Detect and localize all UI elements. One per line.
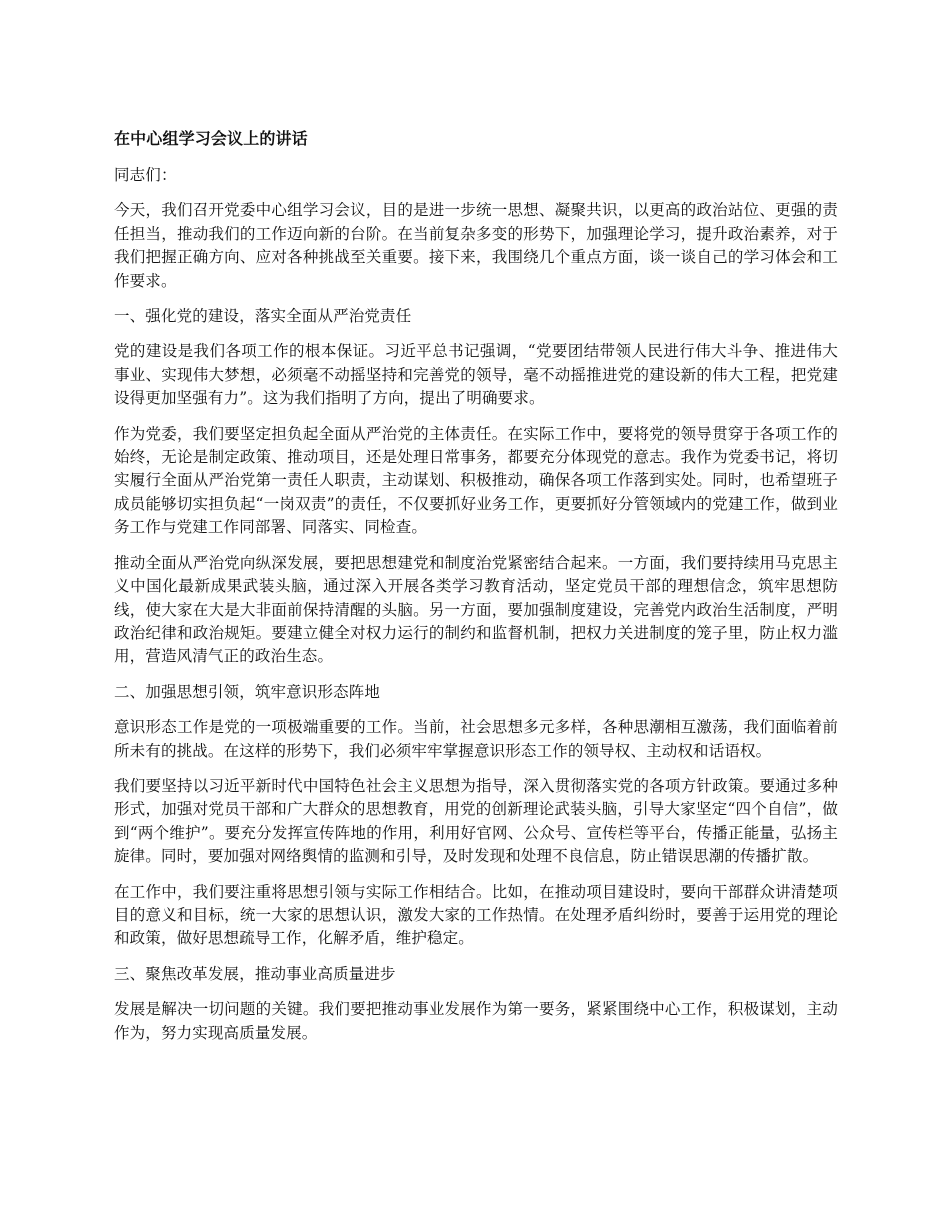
section-heading-1: 一、强化党的建设，落实全面从严治党责任 <box>114 307 412 326</box>
paragraph: 推动全面从严治党向纵深发展，要把思想建党和制度治党紧密结合起来。一方面，我们要持续用马克思主义中国化最新成果武装头脑，通过深入开展各类学习教育活动，坚定党员干部的理想信念，筑牢思想防线，使大家在大是大非面前保持清醒的头脑。另一方面，要加强制度建设，完善党内政治生活制度，严明政治纪律和政治规矩。要建立健全对权力运行的制约和监督机制，把权力关进制度的笼子里，防止权力滥用，营造风清气正的政治生态。 <box>114 553 838 666</box>
document-page <box>114 118 838 1045</box>
salutation: 同志们： <box>114 166 177 184</box>
section-heading-3: 三、聚焦改革发展，推动事业高质量进步 <box>114 964 396 983</box>
paragraph-intro: 今天，我们召开党委中心组学习会议，目的是进一步统一思想、凝聚共识，以更高的政治站位、更强的责任担当，推动我们的工作迈向新的台阶。在当前复杂多变的形势下，加强理论学习，提升政治素养，对于我们把握正确方向、应对各种挑战至关重要。接下来，我围绕几个重点方面，谈一谈自己的学习体会和工作要求。 <box>114 201 838 290</box>
paragraph: 我们要坚持以习近平新时代中国特色社会主义思想为指导，深入贯彻落实党的各项方针政策。要通过多种形式，加强对党员干部和广大群众的思想教育，用党的创新理论武装头脑，引导大家坚定“四个自信”，做到“两个维护”。要充分发挥宣传阵地的作用，利用好官网、公众号、宣传栏等平台，传播正能量，弘扬主旋律。同时，要加强对网络舆情的监测和引导，及时发现和处理不良信息，防止错误思潮的传播扩散。 <box>114 776 838 866</box>
paragraph: 作为党委，我们要坚定担负起全面从严治党的主体责任。在实际工作中，要将党的领导贯穿于各项工作的始终，无论是制定政策、推动项目，还是处理日常事务，都要充分体现党的意志。我作为党委书记，将切实履行全面从严治党第一责任人职责，主动谋划、积极推动，确保各项工作落到实处。同时，也希望班子成员能够切实担负起“一岗双责”的责任，不仅要抓好业务工作，更要抓好分管领域内的党建工作，做到业务工作与党建工作同部署、同落实、同检查。 <box>114 424 838 537</box>
paragraph: 发展是解决一切问题的关键。我们要把推动事业发展作为第一要务，紧紧围绕中心工作，积极谋划，主动作为，努力实现高质量发展。 <box>114 1000 838 1042</box>
section-heading-2: 二、加强思想引领，筑牢意识形态阵地 <box>114 682 381 701</box>
paragraph: 党的建设是我们各项工作的根本保证。习近平总书记强调，“党要团结带领人民进行伟大斗争、推进伟大事业、实现伟大梦想，必须毫不动摇坚持和完善党的领导，毫不动摇推进党的建设新的伟大工程，把党建设得更加坚强有力”。这为我们指明了方向，提出了明确要求。 <box>114 342 838 408</box>
document-title: 在中心组学习会议上的讲话 <box>114 129 308 148</box>
paragraph: 在工作中，我们要注重将思想引领与实际工作相结合。比如，在推动项目建设时，要向干部群众讲清楚项目的意义和目标，统一大家的思想认识，激发大家的工作热情。在处理矛盾纠纷时，要善于运用党的理论和政策，做好思想疏导工作，化解矛盾，维护稳定。 <box>114 882 838 948</box>
paragraph: 意识形态工作是党的一项极端重要的工作。当前，社会思想多元多样，各种思潮相互激荡，我们面临着前所未有的挑战。在这样的形势下，我们必须牢牢掌握意识形态工作的领导权、主动权和话语权。 <box>114 718 838 760</box>
